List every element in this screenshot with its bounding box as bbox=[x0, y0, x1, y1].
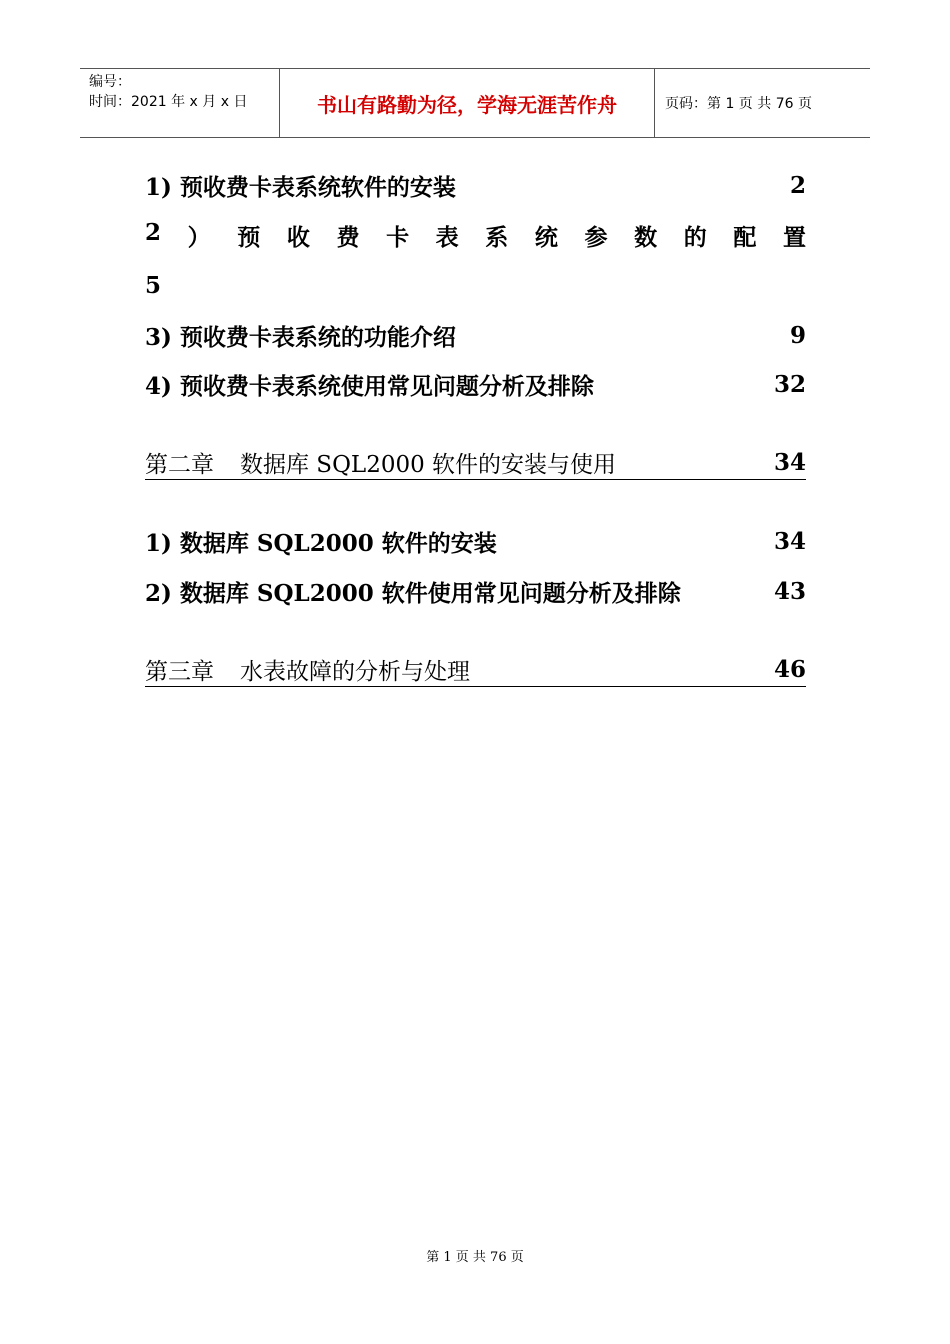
page-footer: 第 1 页 共 76 页 bbox=[426, 1250, 524, 1265]
code-label: 编号： bbox=[89, 74, 131, 90]
toc-char: 系 bbox=[485, 223, 509, 251]
toc-char: 预 bbox=[237, 223, 261, 251]
toc-item-page: 34 bbox=[773, 527, 806, 555]
page-header bbox=[80, 68, 870, 138]
toc-item-title: 1) 数据库 SQL2000 软件的安装 bbox=[145, 529, 497, 557]
toc-item-page: 2 bbox=[789, 171, 806, 199]
toc-char: 数 bbox=[634, 223, 658, 251]
toc-item[interactable] bbox=[145, 318, 806, 352]
toc-char: ） bbox=[187, 223, 211, 251]
toc-char: 配 bbox=[733, 223, 757, 251]
toc-char: 卡 bbox=[386, 223, 410, 251]
toc-char: 参 bbox=[584, 223, 608, 251]
toc-char: 收 bbox=[286, 223, 310, 251]
toc-item[interactable] bbox=[145, 168, 806, 202]
toc-char: 的 bbox=[683, 223, 707, 251]
chapter-page: 34 bbox=[773, 448, 806, 476]
toc-item-page-wrapped bbox=[145, 268, 806, 302]
toc-item-title: 4) 预收费卡表系统使用常见问题分析及排除 bbox=[145, 372, 594, 400]
chapter-page: 46 bbox=[773, 655, 806, 683]
chapter-title: 水表故障的分析与处理 bbox=[240, 658, 470, 685]
toc-char: 费 bbox=[336, 223, 360, 251]
toc-item[interactable] bbox=[145, 524, 806, 558]
header-page-info: 页码：第 1 页 共 76 页 bbox=[665, 96, 812, 112]
toc-char: 置 bbox=[782, 223, 806, 251]
toc-item[interactable] bbox=[145, 574, 806, 608]
chapter-title: 数据库 SQL2000 软件的安装与使用 bbox=[240, 451, 617, 478]
toc-item-title: 3) 预收费卡表系统的功能介绍 bbox=[145, 323, 456, 351]
toc-char: 表 bbox=[435, 223, 459, 251]
toc-char: 2 bbox=[145, 218, 162, 246]
date-label: 时间：2021 年 x 月 x 日 bbox=[89, 94, 248, 110]
toc-item-page: 43 bbox=[773, 577, 806, 605]
toc-item-title: 2) 数据库 SQL2000 软件使用常见问题分析及排除 bbox=[145, 579, 681, 607]
chapter-label: 第二章 bbox=[145, 451, 214, 478]
toc-item[interactable] bbox=[145, 367, 806, 401]
toc-item-page: 32 bbox=[773, 370, 806, 398]
chapter-label: 第三章 bbox=[145, 658, 214, 685]
toc-item-page: 5 bbox=[145, 271, 162, 299]
toc-chapter-3[interactable] bbox=[145, 652, 806, 687]
header-motto: 书山有路勤为径，学海无涯苦作舟 bbox=[280, 69, 655, 137]
toc-item-title-spread bbox=[145, 219, 806, 252]
toc-item-title: 1) 预收费卡表系统软件的安装 bbox=[145, 173, 456, 201]
toc-chapter-2[interactable] bbox=[145, 445, 806, 480]
toc-item-page: 9 bbox=[789, 321, 806, 349]
toc-char: 统 bbox=[534, 223, 558, 251]
toc-item-spread[interactable] bbox=[145, 218, 806, 252]
header-meta bbox=[80, 69, 280, 137]
